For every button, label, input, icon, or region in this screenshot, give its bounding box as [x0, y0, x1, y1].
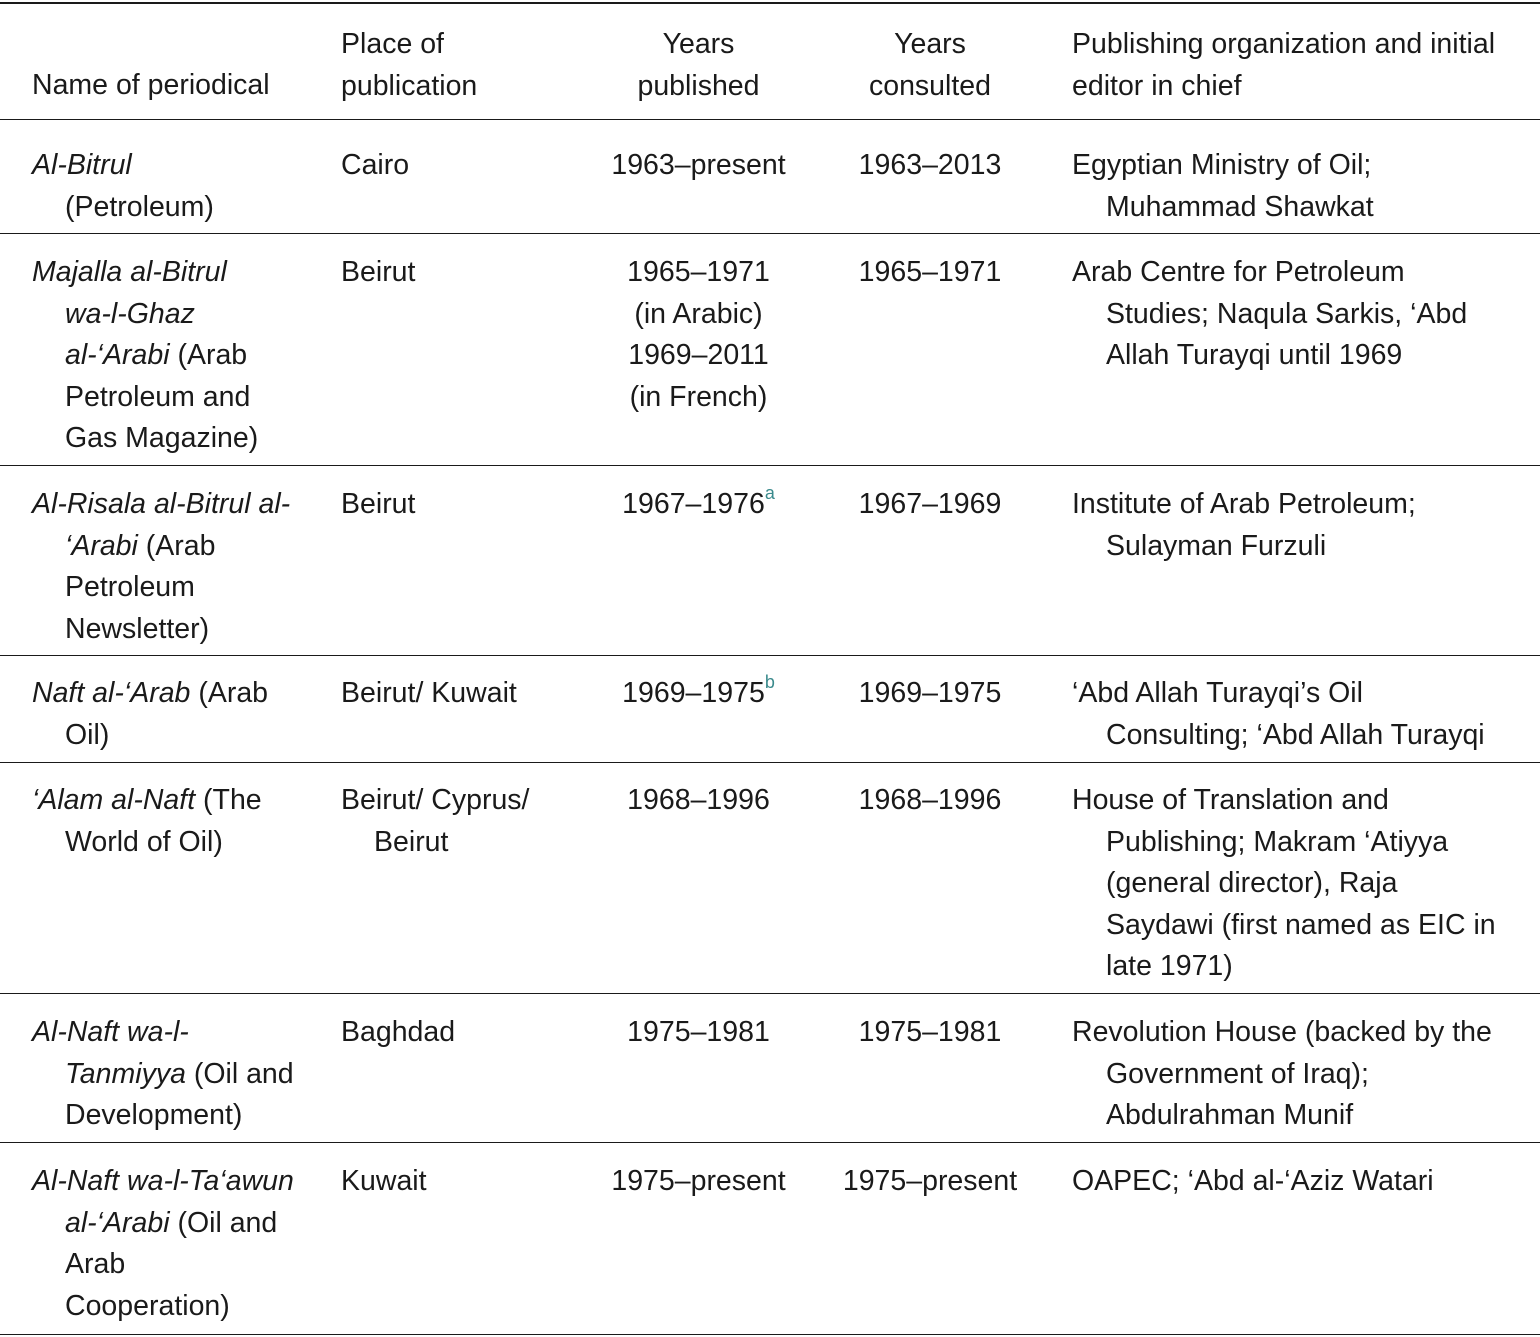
published-years: 1965–1971 [627, 256, 770, 288]
header-rule [0, 119, 1540, 120]
published-years: 1969–2011 [628, 339, 769, 371]
org-line: OAPEC; ‘Abd al-‘Aziz Watari [1072, 1165, 1434, 1197]
cell-place [341, 145, 596, 187]
cell-organization [1072, 780, 1532, 988]
org-line: Institute of Arab Petroleum; [1072, 488, 1416, 520]
table-top-rule [0, 2, 1540, 4]
periodical-translation: Cooperation) [65, 1289, 230, 1322]
periodical-translation: (Arab [137, 529, 216, 562]
row-divider [0, 993, 1540, 994]
cell-place [341, 1012, 596, 1054]
periodical-translation: (Arab [169, 339, 248, 371]
name-line [32, 294, 312, 336]
periodical-title: Al-Naft wa-l- [32, 1016, 189, 1048]
periodical-title: al-‘Arabi [65, 339, 170, 371]
cell-organization [1072, 1161, 1532, 1203]
published-line [586, 294, 811, 336]
periodical-translation: Arab [65, 1248, 126, 1280]
published-line [586, 673, 811, 715]
periodical-translation: World of Oil) [65, 825, 223, 858]
name-line [32, 187, 312, 229]
name-line [32, 418, 312, 460]
periodical-translation: Gas Magazine) [65, 422, 259, 454]
header-name: Name of periodical [32, 69, 270, 101]
published-line [586, 252, 811, 294]
periodical-title: ‘Alam al-Naft [32, 784, 196, 816]
place-line: Beirut [341, 256, 416, 288]
cell-years-consulted [830, 145, 1030, 187]
cell-years-consulted [830, 484, 1030, 526]
published-line [586, 1161, 811, 1203]
row-divider [0, 655, 1540, 656]
name-line [32, 526, 312, 568]
cell-organization [1072, 1012, 1532, 1137]
org-line: Allah Turayqi until 1969 [1106, 339, 1403, 371]
published-line [586, 377, 811, 419]
published-years: 1963–present [611, 149, 786, 181]
cell-organization [1072, 484, 1532, 567]
org-line: House of Translation and [1072, 784, 1389, 816]
consulted-line: 1963–2013 [858, 149, 1002, 181]
periodical-translation: (Arab [190, 677, 269, 709]
periodical-translation: Newsletter) [65, 612, 210, 645]
cell-periodical-name [32, 1012, 312, 1137]
periodical-title: ‘Arabi [65, 529, 138, 562]
header-published: Years published [637, 28, 760, 102]
row-divider [0, 762, 1540, 763]
name-line [32, 1054, 312, 1096]
periodical-title: Al-Bitrul [32, 149, 132, 181]
cell-place [341, 484, 596, 526]
place-line: Beirut [341, 488, 416, 520]
name-line [32, 567, 312, 609]
cell-years-published [586, 780, 811, 822]
published-years: 1967–1976 [622, 488, 765, 520]
name-line [32, 1203, 312, 1245]
name-line [32, 252, 312, 294]
consulted-line: 1965–1971 [858, 256, 1002, 288]
published-years: (in French) [629, 380, 768, 413]
cell-organization [1072, 673, 1532, 756]
cell-periodical-name [32, 252, 312, 460]
header-consulted: Years consulted [868, 28, 991, 102]
cell-years-consulted [830, 252, 1030, 294]
cell-periodical-name [32, 780, 312, 863]
name-line [32, 715, 312, 757]
name-line [32, 1012, 312, 1054]
published-years: 1975–1981 [627, 1016, 770, 1048]
consulted-line: 1975–1981 [858, 1016, 1002, 1048]
cell-years-published [586, 484, 811, 526]
name-line [32, 673, 312, 715]
periodical-translation: (Petroleum) [65, 190, 214, 223]
name-line [32, 609, 312, 651]
cell-periodical-name [32, 1161, 312, 1327]
cell-periodical-name [32, 484, 312, 650]
org-line: Abdulrahman Munif [1106, 1099, 1354, 1131]
periodical-translation: Development) [65, 1099, 243, 1131]
periodical-title: al-‘Arabi [65, 1206, 170, 1239]
cell-place [341, 780, 596, 863]
cell-years-consulted [830, 780, 1030, 822]
place-line: Baghdad [341, 1016, 456, 1048]
place-line: Beirut/ Kuwait [341, 677, 517, 709]
cell-years-published [586, 145, 811, 187]
cell-years-consulted [830, 1012, 1030, 1054]
cell-years-published [586, 673, 811, 715]
footnote-marker[interactable]: b [764, 672, 775, 692]
place-line: Beirut/ Cyprus/ [341, 784, 530, 816]
published-line [586, 484, 811, 526]
org-line: late 1971) [1106, 950, 1233, 982]
published-years: (in Arabic) [634, 297, 763, 330]
cell-organization [1072, 145, 1532, 228]
org-line: Arab Centre for Petroleum [1072, 256, 1405, 288]
cell-periodical-name [32, 673, 312, 756]
org-line: Egyptian Ministry of Oil; [1072, 149, 1372, 181]
periodical-title: Naft al-‘Arab [32, 677, 191, 709]
org-line: Publishing; Makram ‘Atiyya [1106, 825, 1449, 858]
periodical-title: Tanmiyya [65, 1057, 186, 1090]
footnote-marker[interactable]: a [764, 483, 775, 503]
org-line: Studies; Naqula Sarkis, ‘Abd [1106, 297, 1468, 330]
published-years: 1975–present [611, 1165, 786, 1197]
name-line [32, 377, 312, 419]
name-line [32, 1095, 312, 1137]
header-org: Publishing organization and initial editor in chief [1072, 28, 1496, 102]
consulted-line: 1969–1975 [858, 677, 1002, 709]
cell-place [341, 252, 596, 294]
table-bottom-rule [0, 1334, 1540, 1335]
cell-years-consulted [830, 1161, 1030, 1203]
place-line: Cairo [341, 149, 410, 181]
cell-years-consulted [830, 673, 1030, 715]
row-divider [0, 465, 1540, 466]
place-line: Beirut [374, 825, 449, 858]
header-place: Place of publication [341, 28, 478, 102]
published-line [586, 780, 811, 822]
published-line [586, 1012, 811, 1054]
periodical-translation: (Oil and [185, 1057, 294, 1090]
periodical-translation: (Oil and [169, 1206, 278, 1239]
published-years: 1968–1996 [627, 784, 770, 816]
org-line: Sulayman Furzuli [1106, 529, 1327, 562]
cell-years-published [586, 1161, 811, 1203]
row-divider [0, 1142, 1540, 1143]
name-line [32, 780, 312, 822]
org-line: Saydawi (first named as EIC in [1106, 908, 1496, 941]
org-line: (general director), Raja [1106, 867, 1398, 899]
periodical-translation: Oil) [65, 718, 110, 751]
name-line [32, 1161, 312, 1203]
periodical-title: Al-Naft wa-l-Ta‘awun [32, 1165, 294, 1197]
cell-place [341, 1161, 596, 1203]
name-line [32, 1286, 312, 1328]
row-divider [0, 233, 1540, 234]
org-line: Muhammad Shawkat [1106, 190, 1374, 223]
name-line [32, 822, 312, 864]
consulted-line: 1967–1969 [858, 488, 1002, 520]
published-line [586, 145, 811, 187]
org-line: ‘Abd Allah Turayqi’s Oil [1072, 677, 1363, 709]
cell-periodical-name [32, 145, 312, 228]
periodical-title: Majalla al-Bitrul [32, 256, 227, 288]
consulted-line: 1975–present [842, 1165, 1018, 1197]
place-line: Kuwait [341, 1165, 427, 1197]
cell-years-published [586, 252, 811, 418]
published-years: 1969–1975 [622, 677, 765, 709]
name-line [32, 1244, 312, 1286]
periodical-translation: Petroleum and [65, 380, 251, 413]
periodical-translation: (The [195, 784, 262, 816]
periodical-title: Al-Risala al-Bitrul al- [32, 488, 291, 520]
published-line [586, 335, 811, 377]
cell-place [341, 673, 596, 715]
cell-years-published [586, 1012, 811, 1054]
org-line: Consulting; ‘Abd Allah Turayqi [1106, 718, 1485, 751]
name-line [32, 335, 312, 377]
org-line: Government of Iraq); [1106, 1057, 1369, 1090]
cell-organization [1072, 252, 1532, 377]
name-line [32, 145, 312, 187]
consulted-line: 1968–1996 [858, 784, 1002, 816]
name-line [32, 484, 312, 526]
periodical-translation: Petroleum [65, 571, 195, 603]
periodical-title: wa-l-Ghaz [65, 297, 195, 330]
org-line: Revolution House (backed by the [1072, 1016, 1492, 1048]
